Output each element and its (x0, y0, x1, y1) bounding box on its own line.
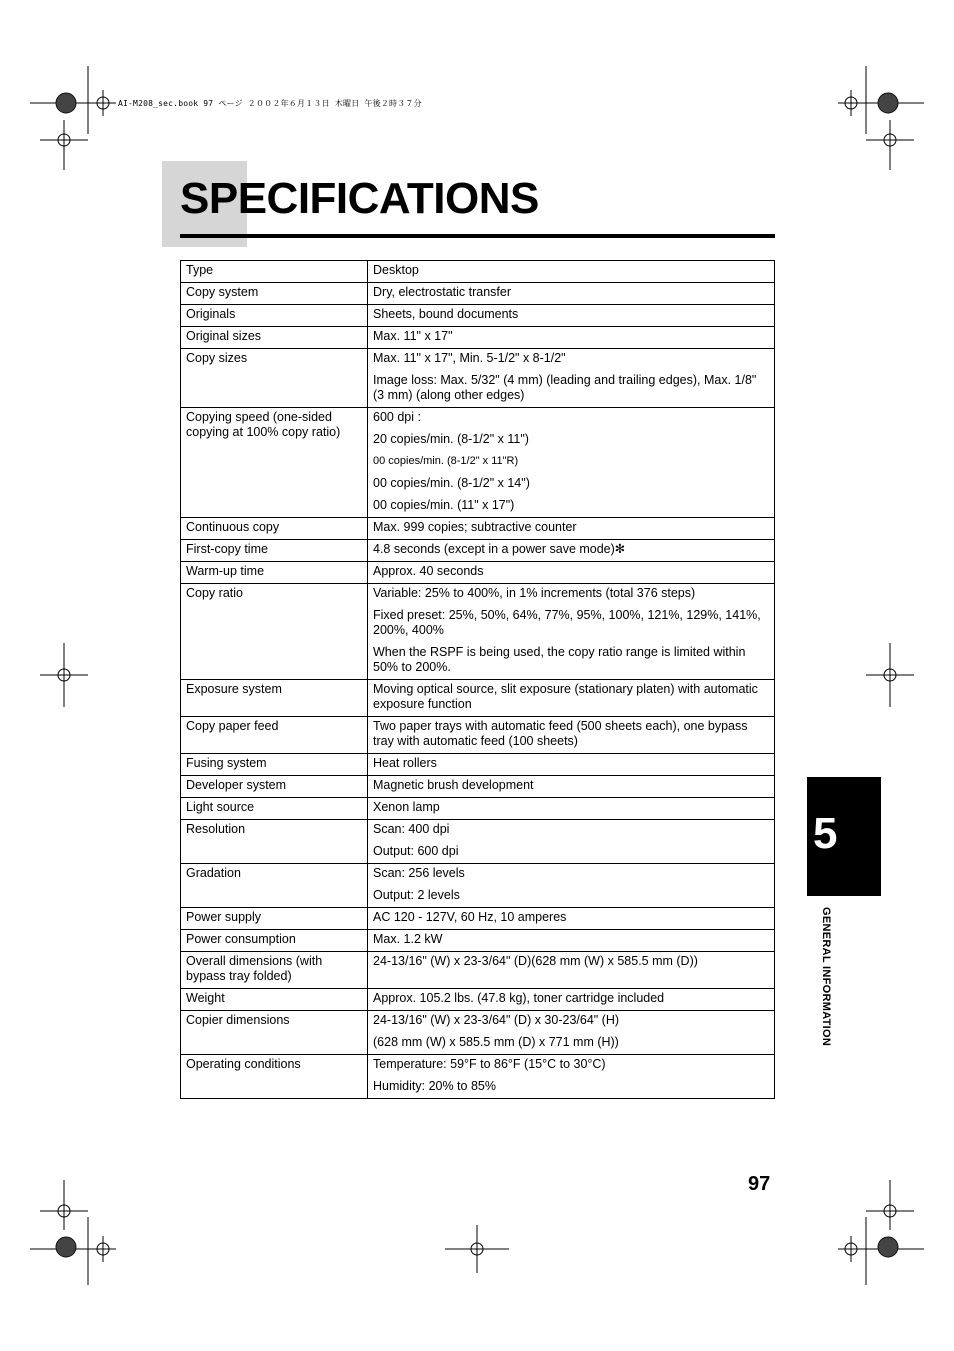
spec-value: Image loss: Max. 5/32" (4 mm) (leading and trailing edges), Max. 1/8" (3 mm) (along other edges) (373, 373, 757, 402)
spec-value: Heat rollers (373, 756, 437, 770)
spec-label: Copy system (181, 283, 368, 305)
table-row (181, 798, 775, 820)
spec-value-cell (368, 540, 775, 562)
spec-value: Scan: 400 dpi (373, 822, 450, 836)
spec-value: 600 dpi : (373, 410, 421, 424)
spec-value: Max. 1.2 kW (373, 932, 443, 946)
spec-label: Copier dimensions (181, 1011, 368, 1055)
spec-value: (628 mm (W) x 585.5 mm (D) x 771 mm (H)) (373, 1035, 619, 1049)
spec-value: 00 copies/min. (11" x 17") (373, 498, 515, 512)
spec-value-cell (368, 798, 775, 820)
spec-value-cell (368, 349, 775, 408)
spec-value: 4.8 seconds (except in a power save mode)✻ (373, 542, 626, 556)
spec-value: Output: 2 levels (373, 888, 460, 902)
table-row (181, 820, 775, 864)
table-row (181, 408, 775, 518)
spec-value: Approx. 40 seconds (373, 564, 484, 578)
title-block (162, 161, 775, 241)
spec-value: 00 copies/min. (8-1/2" x 14") (373, 476, 530, 490)
spec-value-cell (368, 283, 775, 305)
specifications-table (180, 260, 775, 1099)
spec-label: Light source (181, 798, 368, 820)
spec-value: 24-13/16" (W) x 23-3/64" (D) x 30-23/64" (H) (373, 1013, 620, 1027)
spec-label: Overall dimensions (with bypass tray folded) (181, 952, 368, 989)
spec-value-cell (368, 989, 775, 1011)
table-row (181, 754, 775, 776)
spec-value: Variable: 25% to 400%, in 1% increments (total 376 steps) (373, 586, 696, 600)
spec-value: Output: 600 dpi (373, 844, 459, 858)
table-row (181, 776, 775, 798)
spec-value: Fixed preset: 25%, 50%, 64%, 77%, 95%, 100%, 121%, 129%, 141%, 200%, 400% (373, 608, 761, 637)
spec-value-cell (368, 680, 775, 717)
spec-value: 24-13/16" (W) x 23-3/64" (D)(628 mm (W) x 585.5 mm (D)) (373, 954, 698, 968)
spec-label: Type (181, 261, 368, 283)
table-row (181, 540, 775, 562)
spec-value: Scan: 256 levels (373, 866, 465, 880)
spec-value: AC 120 - 127V, 60 Hz, 10 amperes (373, 910, 567, 924)
spec-value: Approx. 105.2 lbs. (47.8 kg), toner cartridge included (373, 991, 665, 1005)
chapter-label: GENERAL INFORMATION (820, 907, 832, 1047)
spec-value: Desktop (373, 263, 419, 277)
table-row (181, 261, 775, 283)
spec-label: First-copy time (181, 540, 368, 562)
spec-label: Developer system (181, 776, 368, 798)
spec-value-cell (368, 930, 775, 952)
spec-value-cell (368, 305, 775, 327)
spec-label: Fusing system (181, 754, 368, 776)
spec-value: Sheets, bound documents (373, 307, 519, 321)
spec-value-cell (368, 562, 775, 584)
chapter-number: 5 (813, 809, 838, 858)
spec-value-cell (368, 408, 775, 518)
table-row (181, 518, 775, 540)
table-row (181, 327, 775, 349)
spec-label: Gradation (181, 864, 368, 908)
spec-label: Exposure system (181, 680, 368, 717)
spec-value-cell (368, 864, 775, 908)
spec-value-cell (368, 518, 775, 540)
spec-value-cell (368, 754, 775, 776)
spec-value: Moving optical source, slit exposure (stationary platen) with automatic exposure function (373, 682, 758, 711)
spec-value-cell (368, 717, 775, 754)
title-rule (180, 234, 775, 238)
spec-label: Warm-up time (181, 562, 368, 584)
spec-label: Original sizes (181, 327, 368, 349)
spec-label: Continuous copy (181, 518, 368, 540)
table-row (181, 1011, 775, 1055)
spec-value: Dry, electrostatic transfer (373, 285, 512, 299)
spec-value: Xenon lamp (373, 800, 440, 814)
spec-label: Weight (181, 989, 368, 1011)
spec-label: Resolution (181, 820, 368, 864)
table-row (181, 562, 775, 584)
spec-value: Max. 11" x 17", Min. 5-1/2" x 8-1/2" (373, 351, 566, 365)
spec-label: Power consumption (181, 930, 368, 952)
spec-label: Copy ratio (181, 584, 368, 680)
spec-value: When the RSPF is being used, the copy ratio range is limited within 50% to 200%. (373, 645, 746, 674)
table-row (181, 584, 775, 680)
spec-label: Copy sizes (181, 349, 368, 408)
spec-value: Two paper trays with automatic feed (500 sheets each), one bypass tray with automatic feed (100 sheets) (373, 719, 748, 748)
spec-value: Magnetic brush development (373, 778, 534, 792)
spec-value-cell (368, 1055, 775, 1099)
spec-value-cell (368, 952, 775, 989)
spec-value: 20 copies/min. (8-1/2" x 11") (373, 432, 529, 446)
spec-label: Copy paper feed (181, 717, 368, 754)
print-header: AI-M208_sec.book 97 ページ ２００２年６月１３日 木曜日 午後２時３７分 (118, 99, 422, 108)
chapter-tab (807, 777, 881, 896)
spec-value: Humidity: 20% to 85% (373, 1079, 496, 1093)
spec-value: Max. 999 copies; subtractive counter (373, 520, 577, 534)
spec-value-cell (368, 327, 775, 349)
spec-value-cell (368, 261, 775, 283)
spec-value-cell (368, 1011, 775, 1055)
spec-value-cell (368, 584, 775, 680)
table-row (181, 908, 775, 930)
spec-label: Copying speed (one-sided copying at 100% copy ratio) (181, 408, 368, 518)
spec-value: Max. 11" x 17" (373, 329, 453, 343)
table-row (181, 305, 775, 327)
spec-value-cell (368, 820, 775, 864)
spec-label: Originals (181, 305, 368, 327)
table-row (181, 349, 775, 408)
page-number: 97 (748, 1173, 771, 1195)
page-title: SPECIFICATIONS (180, 174, 539, 223)
spec-label: Power supply (181, 908, 368, 930)
table-row (181, 952, 775, 989)
table-row (181, 1055, 775, 1099)
table-row (181, 989, 775, 1011)
table-row (181, 680, 775, 717)
table-row (181, 717, 775, 754)
table-row (181, 864, 775, 908)
table-row (181, 283, 775, 305)
table-row (181, 930, 775, 952)
spec-value: Temperature: 59°F to 86°F (15°C to 30°C) (373, 1057, 606, 1071)
spec-value: 00 copies/min. (8-1/2" x 11"R) (373, 455, 519, 467)
spec-value-cell (368, 776, 775, 798)
spec-value-cell (368, 908, 775, 930)
spec-label: Operating conditions (181, 1055, 368, 1099)
